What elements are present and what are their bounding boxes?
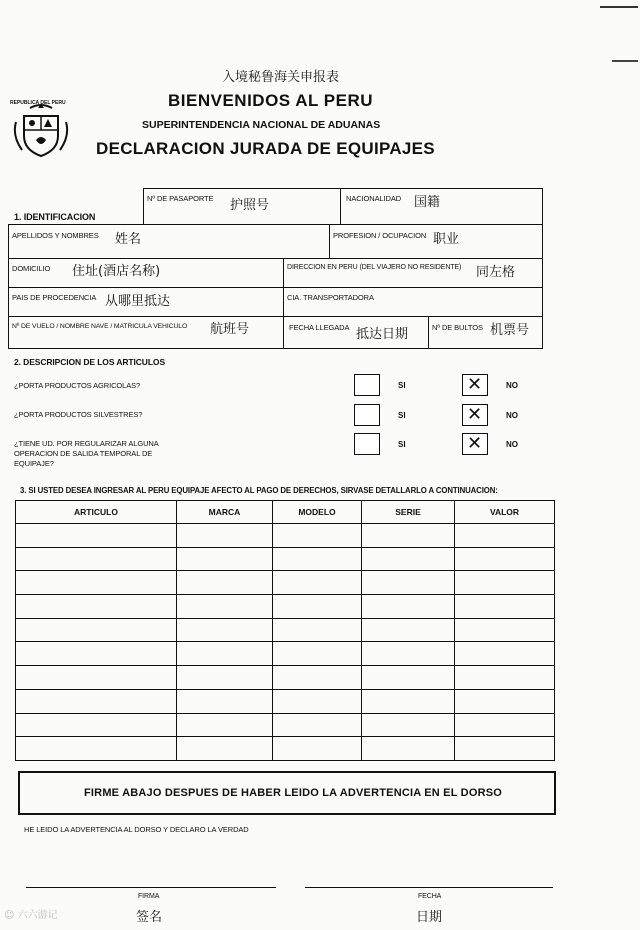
table-cell[interactable] xyxy=(455,595,555,619)
table-cell[interactable] xyxy=(455,642,555,666)
table-cell[interactable] xyxy=(362,595,455,619)
table-cell[interactable] xyxy=(16,737,177,761)
wild-no-checkbox[interactable] xyxy=(462,404,488,426)
flight-value[interactable]: 航班号 xyxy=(210,322,250,337)
question-temporary-exit: ¿TIENE UD. POR REGULARIZAR ALGUNA OPERACION DE SALIDA TEMPORAL DE EQUIPAJE? xyxy=(14,439,159,468)
declaration-statement: HE LEIDO LA ADVERTENCIA AL DORSO Y DECLARO LA VERDAD xyxy=(24,825,249,834)
table-cell[interactable] xyxy=(273,689,362,713)
origin-country-value[interactable]: 从哪里抵达 xyxy=(105,294,171,309)
address-peru-value[interactable]: 同左格 xyxy=(476,265,516,280)
table-cell[interactable] xyxy=(273,618,362,642)
form-title: DECLARACION JURADA DE EQUIPAJES xyxy=(96,139,435,158)
profession-label: PROFESION / OCUPACION xyxy=(333,231,427,240)
column-header: MODELO xyxy=(273,501,362,524)
question-agricultural: ¿PORTA PRODUCTOS AGRICOLAS? xyxy=(14,381,141,390)
table-cell[interactable] xyxy=(273,595,362,619)
table-cell[interactable] xyxy=(177,713,273,737)
fecha-value: 日期 xyxy=(416,910,443,925)
table-cell[interactable] xyxy=(177,595,273,619)
temporary-no-label: NO xyxy=(506,440,518,449)
section2-heading: 2. DESCRIPCION DE LOS ARTICULOS xyxy=(14,357,166,367)
table-cell[interactable] xyxy=(177,524,273,548)
table-cell[interactable] xyxy=(362,524,455,548)
table-cell[interactable] xyxy=(16,642,177,666)
table-cell[interactable] xyxy=(362,571,455,595)
section3-heading: 3. SI USTED DESEA INGRESAR AL PERU EQUIPAJE AFECTO AL PAGO DE DERECHOS, SIRVASE DETALLARLO A CONTINUACION: xyxy=(20,486,498,495)
table-cell[interactable] xyxy=(362,642,455,666)
date-line[interactable] xyxy=(305,887,553,888)
temporary-yes-checkbox[interactable] xyxy=(354,433,380,455)
page-title: BIENVENIDOS AL PERU xyxy=(168,91,374,110)
wild-yes-checkbox[interactable] xyxy=(354,404,380,426)
table-cell[interactable] xyxy=(273,642,362,666)
table-cell[interactable] xyxy=(455,689,555,713)
table-cell[interactable] xyxy=(16,689,177,713)
table-cell[interactable] xyxy=(362,618,455,642)
table-row xyxy=(16,689,555,713)
table-row xyxy=(16,571,555,595)
origin-country-label: PAIS DE PROCEDENCIA xyxy=(12,293,97,302)
emblem-caption: REPUBLICA DEL PERU xyxy=(10,100,66,106)
bags-value[interactable]: 机票号 xyxy=(490,323,530,338)
items-table xyxy=(15,500,555,761)
nationality-label: NACIONALIDAD xyxy=(346,194,402,203)
table-cell[interactable] xyxy=(273,547,362,571)
arrival-date-label: FECHA LLEGADA xyxy=(289,323,350,332)
table-row xyxy=(16,524,555,548)
table-row xyxy=(16,713,555,737)
wild-yes-label: SI xyxy=(398,411,406,420)
table-row xyxy=(16,595,555,619)
names-label: APELLIDOS Y NOMBRES xyxy=(12,231,99,240)
watermark-text: 六六游记 xyxy=(17,910,58,921)
table-cell[interactable] xyxy=(177,642,273,666)
table-cell[interactable] xyxy=(177,547,273,571)
column-header: MARCA xyxy=(177,501,273,524)
agricultural-yes-label: SI xyxy=(398,381,406,390)
table-cell[interactable] xyxy=(177,571,273,595)
fecha-label: FECHA xyxy=(418,893,442,900)
watermark xyxy=(4,906,58,921)
table-cell[interactable] xyxy=(455,713,555,737)
table-cell[interactable] xyxy=(455,666,555,690)
table-cell[interactable] xyxy=(455,547,555,571)
table-row xyxy=(16,642,555,666)
table-cell[interactable] xyxy=(362,689,455,713)
items-header-row xyxy=(16,501,555,524)
table-cell[interactable] xyxy=(455,524,555,548)
temporary-no-checkbox[interactable] xyxy=(462,433,488,455)
table-cell[interactable] xyxy=(16,618,177,642)
table-cell[interactable] xyxy=(455,618,555,642)
passport-value[interactable]: 护照号 xyxy=(230,198,270,213)
table-cell[interactable] xyxy=(455,571,555,595)
section1-heading: 1. IDENTIFICACION xyxy=(14,212,96,222)
temporary-yes-label: SI xyxy=(398,440,406,449)
address-peru-label: DIRECCION EN PERU (DEL VIAJERO NO RESIDENTE) xyxy=(287,264,462,271)
scan-mark xyxy=(600,6,638,8)
question-wild: ¿PORTA PRODUCTOS SILVESTRES? xyxy=(14,410,143,419)
peru-coat-of-arms xyxy=(10,100,72,162)
table-cell[interactable] xyxy=(362,547,455,571)
arrival-date-value[interactable]: 抵达日期 xyxy=(356,327,409,342)
agricultural-no-label: NO xyxy=(506,381,518,390)
domicile-label: DOMICILIO xyxy=(12,264,51,273)
nationality-value[interactable]: 国籍 xyxy=(414,195,441,210)
signature-line[interactable] xyxy=(26,887,276,888)
names-value[interactable]: 姓名 xyxy=(115,232,142,247)
table-cell[interactable] xyxy=(16,713,177,737)
flight-label: Nº DE VUELO / NOMBRE NAVE / MATRICULA VEHICULO xyxy=(12,323,188,330)
agricultural-yes-checkbox[interactable] xyxy=(354,374,380,396)
bags-label: Nº DE BULTOS xyxy=(432,323,483,332)
watermark-icon: ☺ xyxy=(4,910,15,921)
table-cell[interactable] xyxy=(362,713,455,737)
table-row xyxy=(16,618,555,642)
table-cell[interactable] xyxy=(177,618,273,642)
table-cell[interactable] xyxy=(273,524,362,548)
wild-no-label: NO xyxy=(506,411,518,420)
agricultural-no-checkbox[interactable] xyxy=(462,374,488,396)
column-header: VALOR xyxy=(455,501,555,524)
table-cell[interactable] xyxy=(455,737,555,761)
table-row xyxy=(16,547,555,571)
column-header: SERIE xyxy=(362,501,455,524)
table-cell[interactable] xyxy=(177,737,273,761)
signature-banner: FIRME ABAJO DESPUES DE HABER LEIDO LA ADVERTENCIA EN EL DORSO xyxy=(84,787,503,799)
table-cell[interactable] xyxy=(362,737,455,761)
table-cell[interactable] xyxy=(16,524,177,548)
profession-value[interactable]: 职业 xyxy=(433,232,460,247)
table-row xyxy=(16,666,555,690)
page-subtitle: SUPERINTENDENCIA NACIONAL DE ADUANAS xyxy=(142,119,381,131)
firma-value: 签名 xyxy=(136,910,163,925)
domicile-value[interactable]: 住址(酒店名称) xyxy=(72,264,161,279)
table-cell[interactable] xyxy=(16,666,177,690)
chinese-title: 入境秘鲁海关申报表 xyxy=(222,70,340,85)
table-row xyxy=(16,737,555,761)
table-cell[interactable] xyxy=(273,737,362,761)
table-cell[interactable] xyxy=(16,595,177,619)
table-cell[interactable] xyxy=(16,547,177,571)
table-cell[interactable] xyxy=(177,689,273,713)
table-cell[interactable] xyxy=(177,666,273,690)
table-cell[interactable] xyxy=(273,571,362,595)
table-cell[interactable] xyxy=(16,571,177,595)
table-cell[interactable] xyxy=(273,713,362,737)
firma-label: FIRMA xyxy=(138,893,160,900)
passport-label: Nº DE PASAPORTE xyxy=(147,194,214,203)
carrier-label: CIA. TRANSPORTADORA xyxy=(287,293,374,302)
table-cell[interactable] xyxy=(273,666,362,690)
column-header: ARTICULO xyxy=(16,501,177,524)
table-cell[interactable] xyxy=(362,666,455,690)
scan-mark xyxy=(612,60,638,62)
